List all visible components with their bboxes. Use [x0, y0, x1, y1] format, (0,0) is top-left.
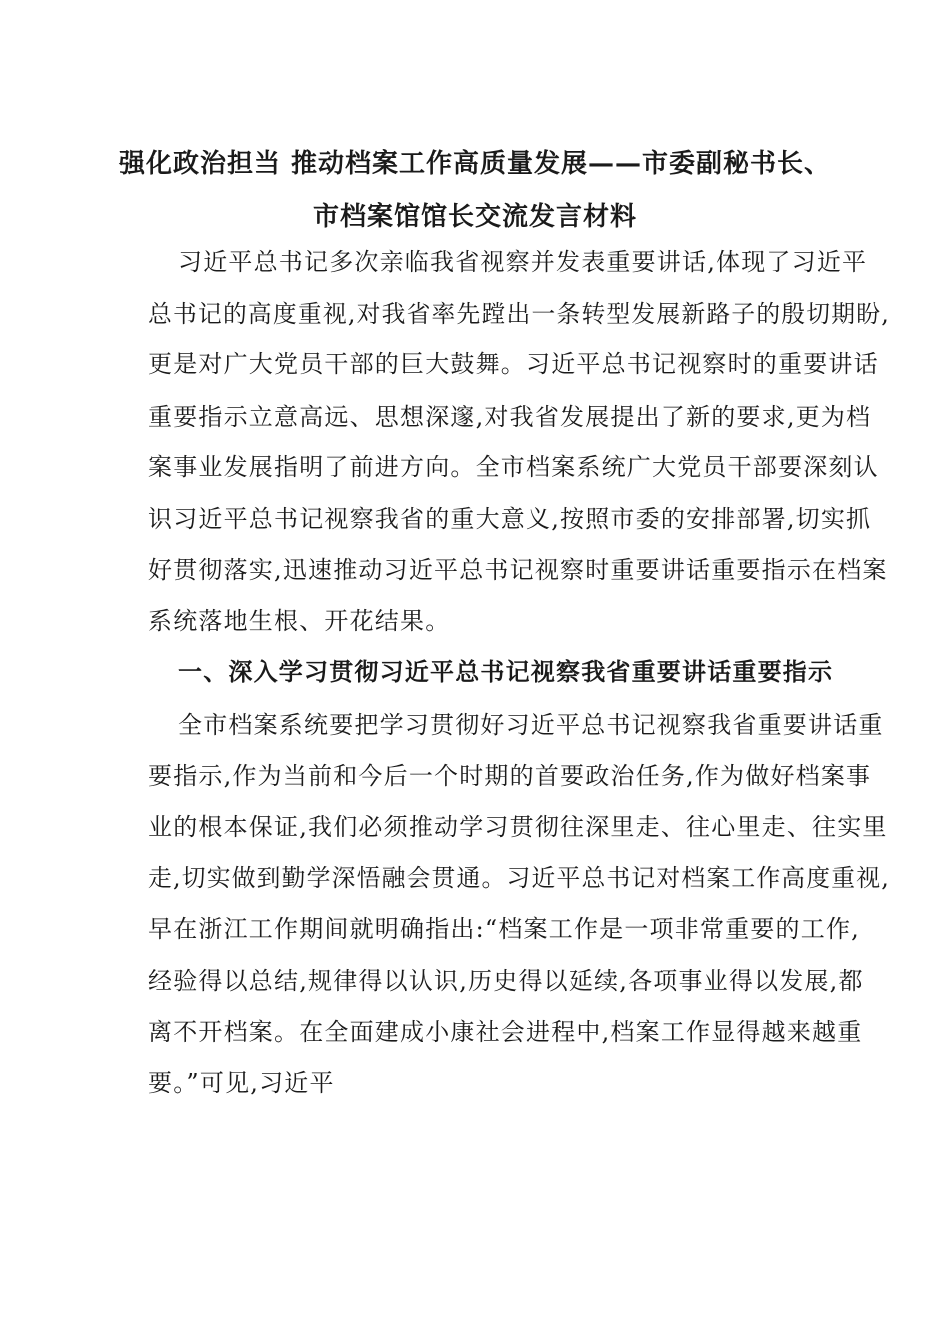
- paragraph-1-line: 总书记的高度重视,对我省率先蹚出一条转型发展新路子的殷切期盼,: [148, 300, 890, 328]
- paragraph-1-line: 案事业发展指明了前进方向。全市档案系统广大党员干部要深刻认: [148, 453, 879, 481]
- paragraph-2-line: 走,切实做到勤学深悟融会贯通。习近平总书记对档案工作高度重视,: [148, 864, 890, 892]
- document-title-line-1: 强化政治担当 推动档案工作高质量发展——市委副秘书长、: [118, 149, 832, 179]
- paragraph-1-line: 重要指示立意高远、思想深邃,对我省发展提出了新的要求,更为档: [148, 403, 872, 431]
- paragraph-1-line: 更是对广大党员干部的巨大鼓舞。习近平总书记视察时的重要讲话: [148, 350, 879, 378]
- paragraph-2-line: 业的根本保证,我们必须推动学习贯彻往深里走、往心里走、往实里: [148, 813, 888, 841]
- paragraph-2-line: 离不开档案。在全面建成小康社会进程中,档案工作显得越来越重: [148, 1018, 863, 1046]
- paragraph-1-line: 系统落地生根、开花结果。: [148, 607, 451, 635]
- paragraph-1-line: 好贯彻落实,迅速推动习近平总书记视察时重要讲话重要指示在档案: [148, 556, 888, 584]
- paragraph-2-line: 全市档案系统要把学习贯彻好习近平总书记视察我省重要讲话重: [178, 711, 884, 739]
- paragraph-1-line: 习近平总书记多次亲临我省视察并发表重要讲话,体现了习近平: [178, 248, 868, 276]
- paragraph-1-line: 识习近平总书记视察我省的重大意义,按照市委的安排部署,切实抓: [148, 505, 872, 533]
- paragraph-2-line: 要。”可见,习近平: [148, 1069, 335, 1097]
- paragraph-2-line: 要指示,作为当前和今后一个时期的首要政治任务,作为做好档案事: [148, 762, 872, 790]
- paragraph-2-line: 早在浙江工作期间就明确指出:“档案工作是一项非常重要的工作,: [148, 915, 860, 943]
- section-1-heading: 一、深入学习贯彻习近平总书记视察我省重要讲话重要指示: [178, 657, 834, 686]
- document-title-line-2: 市档案馆馆长交流发言材料: [312, 202, 637, 232]
- paragraph-2-line: 经验得以总结,规律得以认识,历史得以延续,各项事业得以发展,都: [148, 967, 864, 995]
